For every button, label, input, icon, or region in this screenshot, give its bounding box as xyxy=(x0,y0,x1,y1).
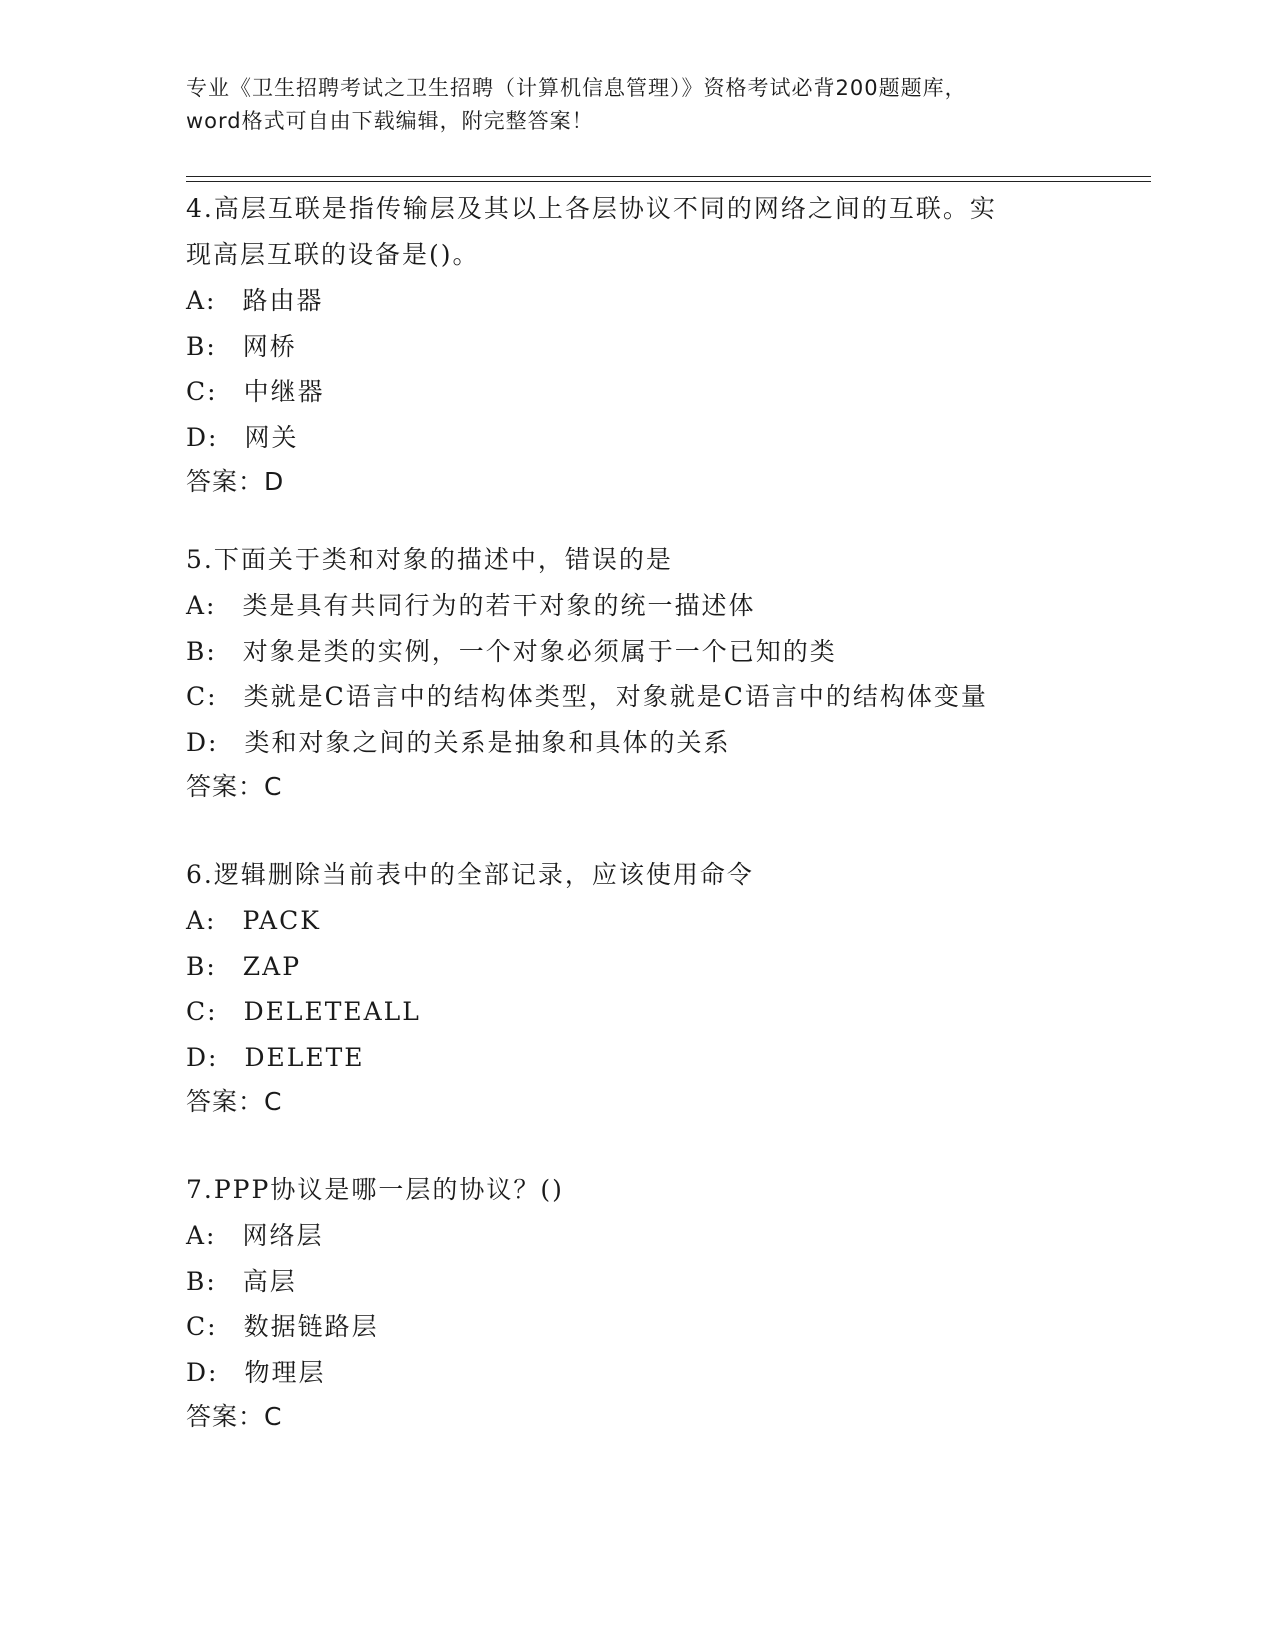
question-5 xyxy=(186,537,1086,809)
answer-line: 答案：C xyxy=(186,1087,283,1116)
option-text: DELETE xyxy=(244,1042,365,1072)
option-a xyxy=(186,583,1086,629)
option-text: 物理层 xyxy=(244,1357,326,1387)
option-text: 数据链路层 xyxy=(243,1312,379,1341)
option-text: 路由器 xyxy=(242,286,324,315)
question-title-line: 7.PPP协议是哪一层的协议？() xyxy=(186,1175,564,1204)
option-letter: A: xyxy=(186,591,217,620)
option-d xyxy=(186,1350,1086,1396)
option-a xyxy=(186,1213,1086,1259)
option-letter: D: xyxy=(186,1042,219,1072)
option-c xyxy=(186,1304,1086,1350)
option-text: 中继器 xyxy=(243,377,325,406)
option-letter: C: xyxy=(186,1312,218,1341)
option-letter: C: xyxy=(186,997,218,1026)
option-letter: B: xyxy=(186,636,217,666)
option-text: 类就是C语言中的结构体类型，对象就是C语言中的结构体变量 xyxy=(243,682,988,711)
header-divider-bottom xyxy=(186,181,1151,182)
option-b xyxy=(186,1259,1086,1305)
option-letter: D: xyxy=(186,422,219,452)
question-title-line: 6.逻辑删除当前表中的全部记录，应该使用命令 xyxy=(186,860,754,889)
option-letter: B: xyxy=(186,331,217,361)
question-title-line: 4.高层互联是指传输层及其以上各层协议不同的网络之间的互联。实 xyxy=(186,194,997,223)
option-c xyxy=(186,674,1086,720)
option-text: 网络层 xyxy=(242,1221,324,1250)
answer-line: 答案：D xyxy=(186,467,285,496)
header-line-1: 专业《卫生招聘考试之卫生招聘（计算机信息管理）》资格考试必背200题题库， xyxy=(186,76,967,100)
option-b xyxy=(186,629,1086,675)
option-text: 高层 xyxy=(242,1266,297,1296)
option-letter: C: xyxy=(186,377,218,406)
option-letter: D: xyxy=(186,1357,219,1387)
question-title-line: 现高层互联的设备是()。 xyxy=(186,240,480,269)
option-letter: B: xyxy=(186,951,217,981)
option-letter: B: xyxy=(186,1266,217,1296)
answer-line: 答案：C xyxy=(186,1402,283,1431)
option-b xyxy=(186,324,1086,370)
option-text: 对象是类的实例，一个对象必须属于一个已知的类 xyxy=(242,636,837,666)
option-letter: A: xyxy=(186,906,217,935)
option-letter: A: xyxy=(186,286,217,315)
option-text: 网关 xyxy=(244,422,299,452)
option-c xyxy=(186,369,1086,415)
option-letter: A: xyxy=(186,1221,217,1250)
option-d xyxy=(186,415,1086,461)
option-text: PACK xyxy=(242,906,321,935)
option-text: 网桥 xyxy=(242,331,297,361)
option-a xyxy=(186,898,1086,944)
option-letter: D: xyxy=(186,727,219,757)
option-letter: C: xyxy=(186,682,218,711)
option-c xyxy=(186,989,1086,1035)
document-header xyxy=(186,72,1086,138)
option-text: DELETEALL xyxy=(243,997,421,1026)
option-text: 类和对象之间的关系是抽象和具体的关系 xyxy=(244,727,731,757)
option-b xyxy=(186,944,1086,990)
question-title-line: 5.下面关于类和对象的描述中，错误的是 xyxy=(186,545,673,574)
answer-line: 答案：C xyxy=(186,772,283,801)
option-text: ZAP xyxy=(242,951,302,981)
question-6 xyxy=(186,852,1086,1124)
option-text: 类是具有共同行为的若干对象的统一描述体 xyxy=(242,591,756,620)
header-divider-top xyxy=(186,176,1151,177)
header-line-2: word格式可自由下载编辑，附完整答案！ xyxy=(186,109,594,133)
option-a xyxy=(186,278,1086,324)
question-4 xyxy=(186,186,1086,504)
option-d xyxy=(186,720,1086,766)
question-7 xyxy=(186,1167,1086,1439)
option-d xyxy=(186,1035,1086,1081)
